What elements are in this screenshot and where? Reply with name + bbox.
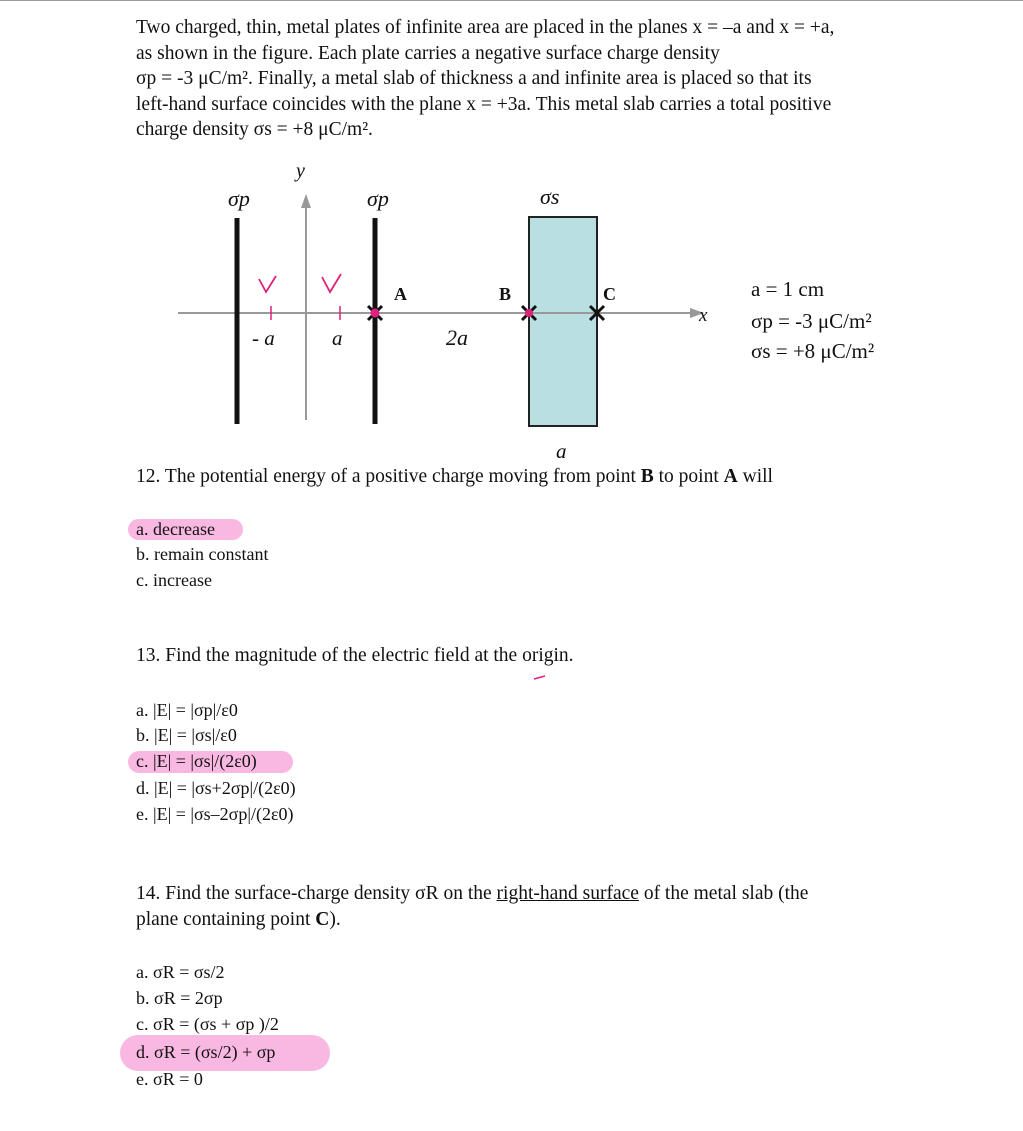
label-point-b: B — [499, 284, 512, 304]
metal-slab — [529, 217, 597, 426]
label-a: a — [332, 326, 343, 350]
label-point-a: A — [394, 284, 407, 304]
question-13-number: 13. — [136, 645, 161, 666]
question-12-text-post: will — [737, 466, 773, 487]
intro-line-2: as shown in the figure. Each plate carries a negative surface charge density — [136, 42, 720, 64]
stray-pen-mark — [533, 674, 547, 682]
q14-option-e[interactable]: e. σR = 0 — [136, 1069, 203, 1089]
question-12 — [136, 466, 773, 488]
question-14-underlined: right-hand surface — [496, 883, 639, 904]
problem-intro — [136, 15, 936, 143]
question-12-number: 12. — [136, 466, 161, 487]
label-minus-a: - a — [252, 326, 275, 350]
q14-option-a[interactable]: a. σR = σs/2 — [136, 962, 225, 982]
question-12-point-a: A — [723, 466, 738, 487]
question-12-text-pre: The potential energy of a positive charge moving from point — [164, 466, 641, 487]
intro-line-1: Two charged, thin, metal plates of infinite area are placed in the planes x = –a and x = +a, — [136, 17, 835, 38]
q14-option-b[interactable]: b. σR = 2σp — [136, 988, 223, 1008]
given-sigma-p: σp = -3 μC/m² — [751, 309, 872, 333]
y-axis-arrow — [301, 194, 311, 208]
question-13 — [136, 645, 574, 667]
label-slab-width: a — [556, 439, 567, 463]
q13-option-a[interactable]: a. |E| = |σp|/ε0 — [136, 700, 238, 720]
question-14-line2-pre: plane containing point — [136, 909, 316, 930]
intro-line-4: left-hand surface coincides with the plane x = +3a. This metal slab carries a total positive — [136, 93, 832, 115]
q14-option-c[interactable]: c. σR = (σs + σp )/2 — [136, 1014, 279, 1034]
q13-option-d[interactable]: d. |E| = |σs+2σp|/(2ε0) — [136, 778, 296, 798]
question-14-line2-post: ). — [329, 909, 341, 930]
label-y: y — [296, 160, 305, 182]
q14-option-d[interactable]: d. σR = (σs/2) + σp — [136, 1042, 276, 1062]
q13-option-b[interactable]: b. |E| = |σs|/ε0 — [136, 725, 237, 745]
q13-option-e[interactable]: e. |E| = |σs–2σp|/(2ε0) — [136, 804, 294, 824]
given-a: a = 1 cm — [751, 277, 825, 301]
question-14-text-pre: Find the surface-charge density σR on the — [165, 883, 497, 904]
label-sigma-p-right: σp — [367, 186, 389, 211]
q12-option-b[interactable]: b. remain constant — [136, 544, 269, 564]
question-14 — [136, 881, 808, 933]
q12-option-a[interactable]: a. decrease — [136, 519, 215, 539]
label-sigma-s: σs — [540, 184, 560, 209]
question-14-point-c: C — [315, 909, 330, 930]
label-sigma-p-left: σp — [228, 186, 250, 211]
q13-option-c[interactable]: c. |E| = |σs|/(2ε0) — [136, 751, 257, 771]
given-sigma-s: σs = +8 μC/m² — [751, 339, 875, 363]
question-12-text-mid: to point — [653, 466, 724, 487]
question-13-text: Find the magnitude of the electric field at the origin. — [165, 645, 574, 666]
label-x: x — [699, 305, 708, 326]
check-mark-right — [322, 274, 341, 292]
check-mark-left — [259, 276, 276, 292]
label-point-c: C — [603, 284, 616, 304]
question-14-text-post: of the metal slab (the — [638, 883, 809, 904]
intro-line-5: charge density σs = +8 μC/m². — [136, 119, 373, 140]
label-2a: 2a — [446, 325, 468, 350]
figure — [0, 150, 1023, 470]
top-rule — [0, 0, 1023, 1]
question-14-number: 14. — [136, 883, 161, 904]
q12-option-c[interactable]: c. increase — [136, 570, 212, 590]
intro-line-3: σp = -3 μC/m². Finally, a metal slab of thickness a and infinite area is placed so that its — [136, 68, 812, 89]
question-12-point-b: B — [640, 466, 654, 487]
